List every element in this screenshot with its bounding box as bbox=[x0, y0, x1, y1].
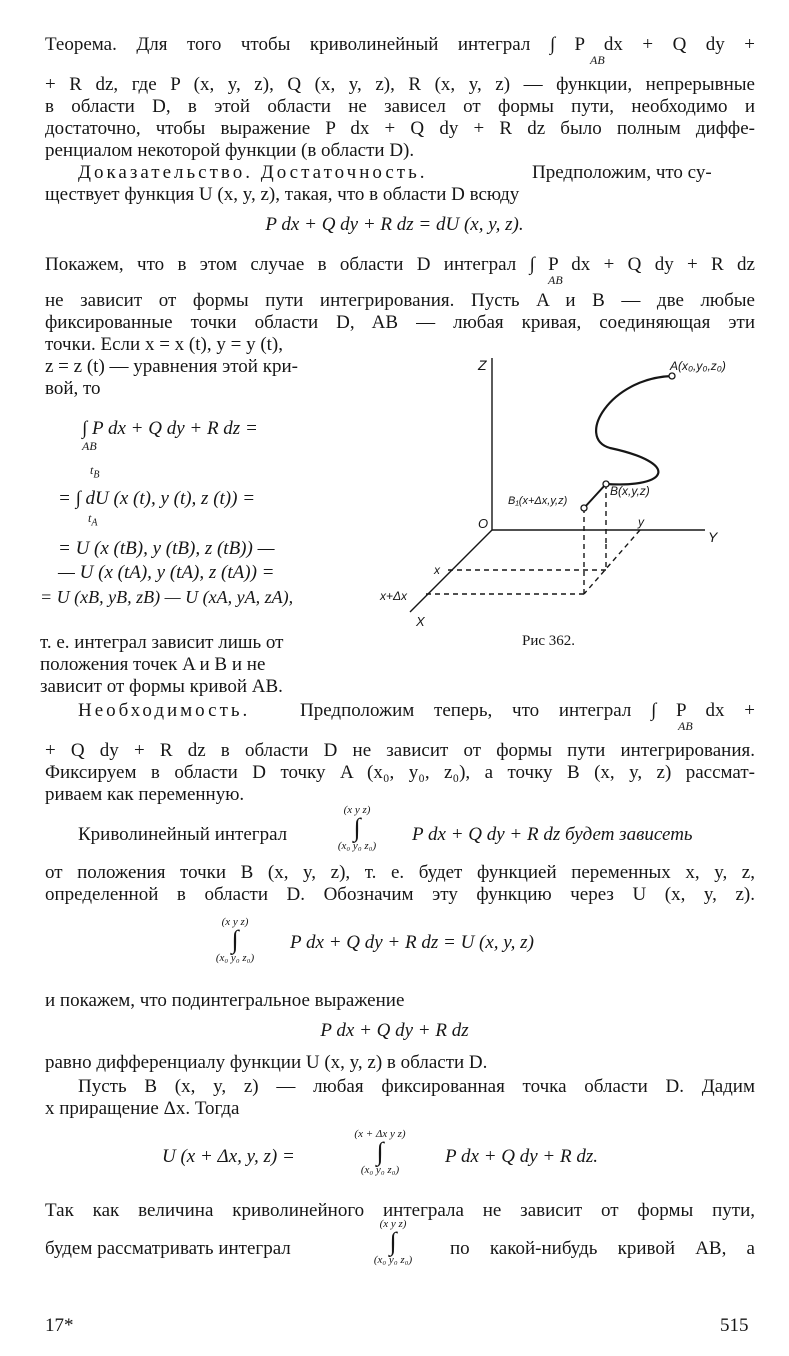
text-line: ренциалом некоторой функции (в области D). bbox=[45, 140, 415, 161]
figure-362 bbox=[370, 348, 760, 633]
label-x-axis: X bbox=[416, 614, 425, 628]
integral-upper-limit: (x y z) bbox=[221, 916, 249, 928]
integral-lower-limit: (x₀ y₀ z₀) bbox=[373, 1254, 413, 1266]
point-B1 bbox=[581, 505, 587, 511]
label-A: A(x₀,y₀,z₀) bbox=[670, 359, 726, 373]
text-line: риваем как переменную. bbox=[45, 784, 245, 805]
text-line: Фиксируем в области D точку A (x₀, y₀, z₀), а точку B (x, y, z) рассмат- bbox=[45, 762, 755, 783]
label-B1: B₁(x+Δx,y,z) bbox=[508, 495, 568, 507]
formula: P dx + Q dy + R dz = dU (x, y, z). bbox=[265, 214, 524, 235]
projection-line bbox=[584, 530, 640, 594]
integral-upper-limit: (x y z) bbox=[343, 804, 371, 816]
x-axis bbox=[410, 530, 492, 612]
label-B: B(x,y,z) bbox=[610, 484, 650, 498]
curve-AB bbox=[596, 376, 672, 484]
text-line: не зависит от формы пути интегрирования. Пусть A и B — две любые bbox=[45, 290, 755, 311]
text-line: + R dz, где P (x, y, z), Q (x, y, z), R (x, y, z) — функции, непрерывные bbox=[45, 74, 755, 95]
limit-index: B bbox=[93, 469, 100, 481]
printer-signature: 17* bbox=[45, 1315, 74, 1336]
text-line: Так как величина криволинейного интеграла не зависит от формы пути, bbox=[45, 1200, 755, 1221]
limit-index: A bbox=[91, 517, 98, 529]
label-y-coord: y bbox=[638, 515, 644, 529]
integral-subscript: AB bbox=[548, 273, 563, 287]
label-origin: O bbox=[478, 516, 489, 531]
text-line: Пусть B (x, y, z) — любая фиксированная точка области D. Дадим bbox=[78, 1076, 755, 1097]
point-B bbox=[603, 481, 609, 487]
label-z-axis: Z bbox=[478, 357, 487, 373]
text-line: Теорема. Для того чтобы криволинейный интеграл ∫ P dx + Q dy + bbox=[45, 34, 755, 55]
text-line: от положения точки B (x, y, z), т. е. будет функцией переменных x, y, z, bbox=[45, 862, 755, 883]
necessity-heading: Необходимость. bbox=[78, 700, 251, 721]
formula: — U (x (tA), y (tA), z (tA)) = bbox=[58, 562, 275, 583]
text-line: по какой-нибудь кривой AB, а bbox=[450, 1238, 755, 1259]
text-line: зависит от формы кривой AB. bbox=[40, 676, 283, 697]
text-line: Покажем, что в этом случае в области D интеграл ∫ P dx + Q dy + R dz bbox=[45, 254, 755, 275]
label-y-axis: Y bbox=[708, 529, 718, 545]
text-line: и покажем, что подинтегральное выражение bbox=[45, 990, 405, 1011]
point-A bbox=[669, 373, 675, 379]
figure-caption: Рис 362. bbox=[522, 633, 576, 649]
label-x-coord: x bbox=[434, 563, 440, 577]
formula: P dx + Q dy + R dz = U (x, y, z) bbox=[290, 932, 534, 953]
label-x-plus-dx: x+Δx bbox=[380, 589, 408, 603]
text-line: + Q dy + R dz в области D не зависит от формы пути интегрирования. bbox=[45, 740, 755, 761]
formula: = ∫ dU (x (t), y (t), z (t)) = bbox=[58, 488, 256, 509]
text-line: точки. Если x = x (t), y = y (t), bbox=[45, 334, 284, 355]
integral-with-limits bbox=[348, 1218, 438, 1266]
proof-heading: Доказательство. Достаточность. bbox=[78, 162, 428, 183]
formula: U (x + Δx, y, z) = bbox=[162, 1146, 295, 1167]
formula: = U (x (tB), y (tB), z (tB)) — bbox=[58, 538, 275, 559]
integral-upper-limit: (x y z) bbox=[379, 1218, 407, 1230]
page-number: 515 bbox=[720, 1315, 749, 1336]
text-line: ществует функция U (x, y, z), такая, что в области D всюду bbox=[45, 184, 520, 205]
integral-sign: ∫ bbox=[231, 925, 239, 954]
section-heading bbox=[78, 700, 250, 722]
integral-with-limits bbox=[312, 804, 402, 852]
text-line: определенной в области D. Обозначим эту функцию через U (x, y, z). bbox=[45, 884, 755, 905]
formula: ∫ P dx + Q dy + R dz = bbox=[82, 418, 258, 439]
integral-sign: ∫ bbox=[389, 1227, 397, 1256]
integral-sign: ∫ bbox=[376, 1137, 384, 1166]
integral-subscript: AB bbox=[82, 439, 97, 453]
section-heading bbox=[78, 162, 428, 184]
text-line: Криволинейный интеграл bbox=[78, 824, 288, 845]
text-line: Предположим, что су- bbox=[532, 162, 712, 183]
text-line: P dx + Q dy + R dz будет зависеть bbox=[412, 824, 693, 845]
text-line: т. е. интеграл зависит лишь от bbox=[40, 632, 284, 653]
text-line: фиксированные точки области D, AB — любая кривая, соединяющая эти bbox=[45, 312, 755, 333]
formula: P dx + Q dy + R dz bbox=[320, 1020, 469, 1041]
integral-with-limits bbox=[190, 916, 280, 964]
text-line: равно дифференциалу функции U (x, y, z) в области D. bbox=[45, 1052, 488, 1073]
formula: = U (xB, yB, zB) — U (xA, yA, zA), bbox=[40, 587, 294, 607]
integral-subscript: AB bbox=[678, 719, 693, 733]
integral-sign: ∫ bbox=[353, 813, 361, 842]
integral-with-limits bbox=[325, 1128, 435, 1176]
text-line: x приращение Δx. Тогда bbox=[45, 1098, 240, 1119]
integral-subscript: AB bbox=[590, 53, 605, 67]
text-line: Предположим теперь, что интеграл ∫ P dx + bbox=[300, 700, 755, 721]
integral-lower-limit: (x₀ y₀ z₀) bbox=[337, 840, 377, 852]
text-line: в области D, в этой области не зависел от формы пути, необходимо и bbox=[45, 96, 755, 117]
integral-lower-limit: (x₀ y₀ z₀) bbox=[215, 952, 255, 964]
formula: P dx + Q dy + R dz. bbox=[445, 1146, 598, 1167]
limit-symbol: t bbox=[88, 511, 92, 525]
integral-lower-limit: (x₀ y₀ z₀) bbox=[360, 1164, 400, 1176]
text-line: z = z (t) — уравнения этой кри- bbox=[45, 356, 298, 377]
integral-upper-limit bbox=[90, 464, 99, 481]
text-line: вой, то bbox=[45, 378, 101, 399]
text-line: достаточно, чтобы выражение P dx + Q dy + R dz было полным диффе- bbox=[45, 118, 755, 139]
curve-diagram bbox=[370, 348, 760, 628]
integral-upper-limit: (x + Δx y z) bbox=[354, 1128, 406, 1140]
text-line: положения точек A и B и не bbox=[40, 654, 266, 675]
integral-lower-limit bbox=[88, 512, 97, 529]
text-line: будем рассматривать интеграл bbox=[45, 1238, 291, 1259]
segment-B1B bbox=[584, 484, 606, 508]
limit-symbol: t bbox=[90, 463, 94, 477]
